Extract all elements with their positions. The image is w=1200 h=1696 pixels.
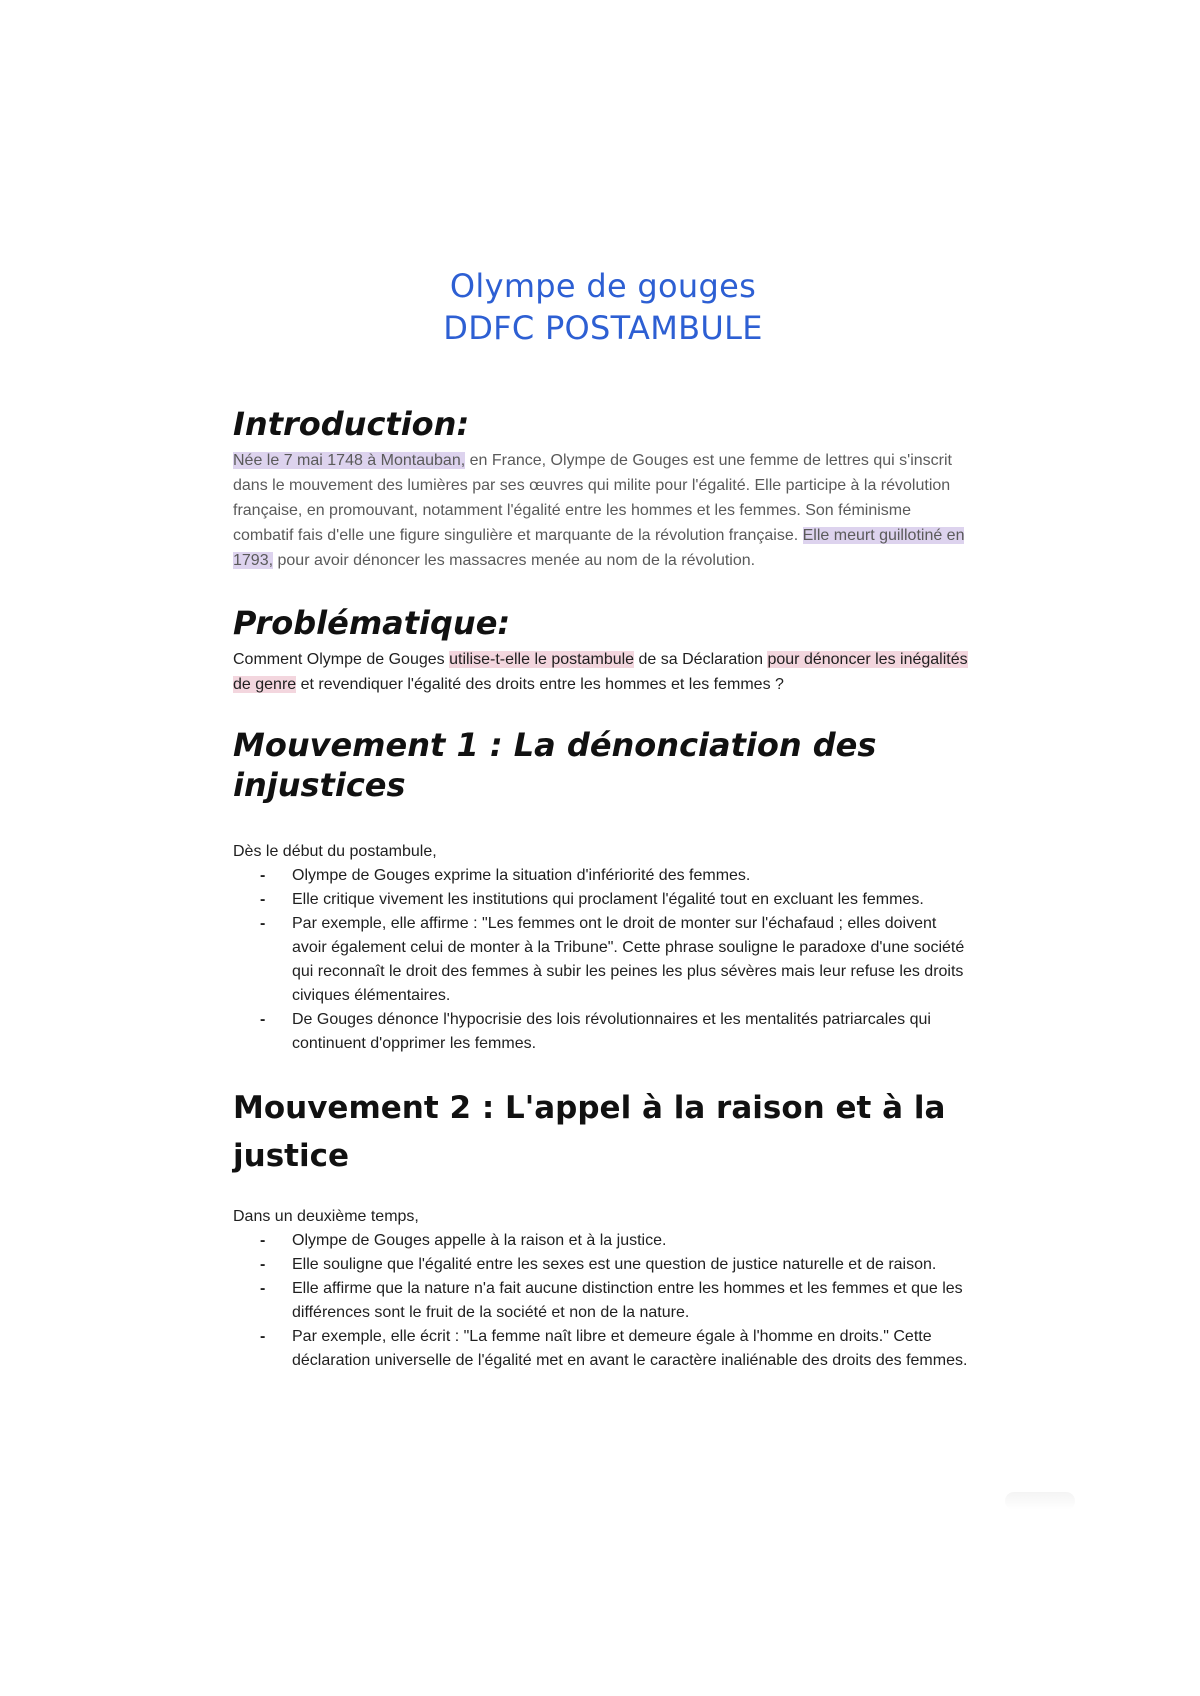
mouvement-2-list	[233, 1229, 973, 1373]
scan-smudge	[1005, 1492, 1075, 1510]
mouvement-2-heading: Mouvement 2 : L'appel à la raison et à la justice	[233, 1090, 946, 1174]
introduction-highlight-birth: Née le 7 mai 1748 à Montauban,	[233, 452, 466, 469]
list-item: - Elle souligne que l'égalité entre les sexes est une question de justice naturelle et de raison.	[292, 1253, 973, 1277]
list-item: - Par exemple, elle affirme : "Les femmes ont le droit de monter sur l'échafaud ; elles doivent avoir également celui de monter à la Tribune". Cette phrase souligne le paradoxe d'une société qui reconnaît le droit des femmes à subir les peines les plus sévères mais leur refuse les droits civiques élémentaires.	[292, 912, 973, 1008]
title-line-1: Olympe de gouges	[449, 267, 757, 305]
list-item: - Elle critique vivement les institutions qui proclament l'égalité tout en excluant les femmes.	[292, 888, 973, 912]
mouvement-1-list	[233, 864, 973, 1056]
problematique-highlight-1: utilise-t-elle le postambule	[449, 651, 635, 668]
problematique-paragraph	[233, 647, 973, 697]
problematique-text-2: de sa Déclaration	[634, 651, 768, 668]
list-item: - Olympe de Gouges appelle à la raison et à la justice.	[292, 1229, 973, 1253]
mouvement-1-heading: Mouvement 1 : La dénonciation des injustices	[233, 726, 877, 804]
title-line-2: DDFC POSTAMBULE	[443, 309, 763, 347]
list-item: - De Gouges dénonce l'hypocrisie des lois révolutionnaires et les mentalités patriarcales qui continuent d'opprimer les femmes.	[292, 1008, 973, 1056]
problematique-text-1: Comment Olympe de Gouges	[233, 651, 450, 668]
list-item: - Elle affirme que la nature n'a fait aucune distinction entre les hommes et les femmes et que les différences sont le fruit de la société et non de la nature.	[292, 1277, 973, 1325]
introduction-highlight-death: Elle meurt guillotiné en 1793,	[233, 527, 965, 569]
introduction-heading: Introduction:	[233, 405, 470, 443]
mouvement-1-intro: Dès le début du postambule,	[233, 843, 437, 860]
problematique-highlight-2: pour dénoncer les inégalités de genre	[233, 651, 968, 693]
problematique-heading: Problématique:	[233, 604, 511, 642]
introduction-text-1: en France, Olympe de Gouges est une femme de lettres qui s'inscrit dans le mouvement des lumières par ses œuvres qui milite pour l'égalité. Elle participe à la révolution française, en promouvant, notamment l'égalité entre les hommes et les femmes. Son féminisme combatif fais d'elle une figure singulière et marquante de la révolution française.	[233, 452, 952, 544]
document-content	[233, 266, 973, 1373]
list-item: - Olympe de Gouges exprime la situation d'infériorité des femmes.	[292, 864, 973, 888]
introduction-text-2: pour avoir dénoncer les massacres menée au nom de la révolution.	[273, 552, 756, 569]
problematique-text-3: et revendiquer l'égalité des droits entre les hommes et les femmes ?	[296, 676, 784, 693]
mouvement-2-intro: Dans un deuxième temps,	[233, 1208, 419, 1225]
document-title	[233, 266, 973, 350]
list-item: - Par exemple, elle écrit : "La femme naît libre et demeure égale à l'homme en droits." Cette déclaration universelle de l'égalité met en avant le caractère inaliénable des droits des femmes.	[292, 1325, 973, 1373]
introduction-paragraph	[233, 448, 973, 573]
